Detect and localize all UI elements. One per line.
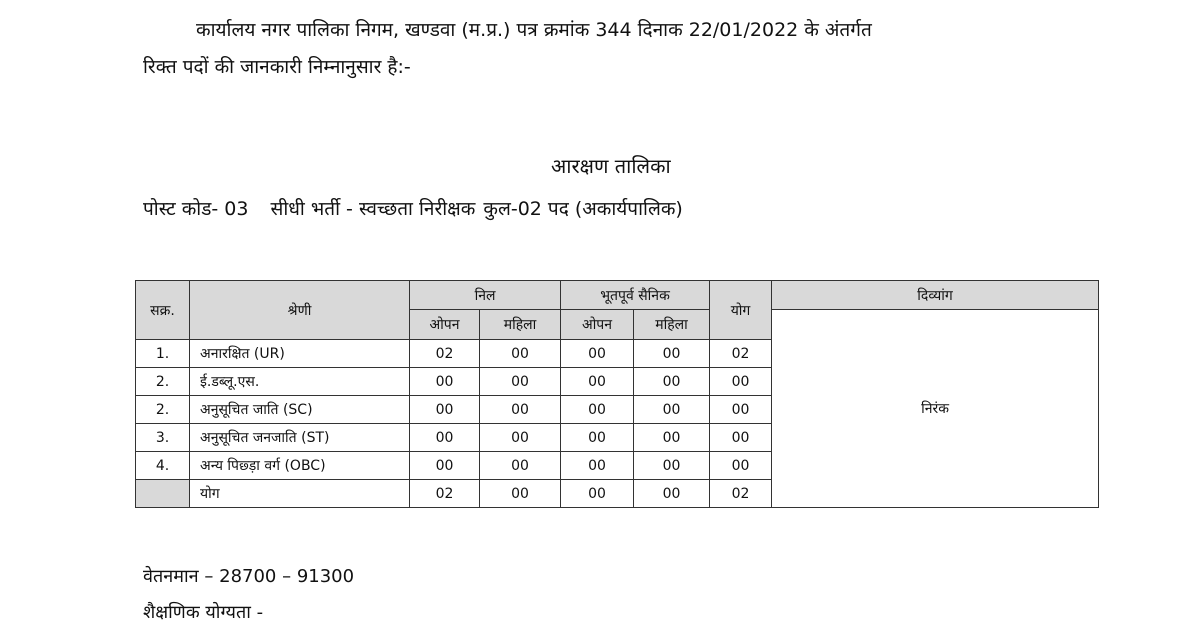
row-nil-female: 00 [480, 452, 561, 480]
row-ex-open: 00 [561, 368, 634, 396]
row-nil-female: 00 [480, 368, 561, 396]
total-ex-female: 00 [634, 480, 710, 508]
row-nil-open: 00 [410, 396, 480, 424]
post-total: कुल-02 पद (अकार्यपालिक) [483, 198, 683, 220]
row-ex-female: 00 [634, 424, 710, 452]
total-nil-open: 02 [410, 480, 480, 508]
row-ex-female: 00 [634, 452, 710, 480]
row-ex-open: 00 [561, 424, 634, 452]
row-total: 00 [710, 368, 772, 396]
table-title: आरक्षण तालिका [551, 154, 671, 178]
row-nil-open: 02 [410, 340, 480, 368]
header-nil-female: महिला [480, 310, 561, 340]
header-category: श्रेणी [190, 281, 410, 340]
header-nil-open: ओपन [410, 310, 480, 340]
total-ex-open: 00 [561, 480, 634, 508]
row-nil-open: 00 [410, 452, 480, 480]
header-ex-female: महिला [634, 310, 710, 340]
total-total: 02 [710, 480, 772, 508]
row-sno: 1. [136, 340, 190, 368]
row-ex-open: 00 [561, 396, 634, 424]
pay-scale: वेतनमान – 28700 – 91300 [143, 566, 355, 587]
row-ex-open: 00 [561, 452, 634, 480]
qualification: शैक्षणिक योग्यता - [143, 602, 264, 623]
row-ex-female: 00 [634, 340, 710, 368]
row-sno: 2. [136, 368, 190, 396]
header-sno: सक्र. [136, 281, 190, 340]
row-ex-female: 00 [634, 368, 710, 396]
row-category: अनुसूचित जाति (SC) [190, 396, 410, 424]
header-nil: निल [410, 281, 561, 310]
total-nil-female: 00 [480, 480, 561, 508]
header-ex-open: ओपन [561, 310, 634, 340]
row-sno: 2. [136, 396, 190, 424]
row-category: अनुसूचित जनजाति (ST) [190, 424, 410, 452]
row-sno: 3. [136, 424, 190, 452]
row-total: 00 [710, 452, 772, 480]
header-ex-service: भूतपूर्व सैनिक [561, 281, 710, 310]
divyang-value: निरंक [772, 310, 1099, 508]
intro-line-2: रिक्त पदों की जानकारी निम्नानुसार है:- [143, 56, 411, 78]
row-sno: 4. [136, 452, 190, 480]
row-nil-open: 00 [410, 424, 480, 452]
row-nil-female: 00 [480, 340, 561, 368]
total-row-sno [136, 480, 190, 508]
header-divyang: दिव्यांग [772, 281, 1099, 310]
post-code: पोस्ट कोड- 03 [143, 198, 249, 220]
row-total: 00 [710, 424, 772, 452]
post-line [143, 196, 683, 222]
row-ex-female: 00 [634, 396, 710, 424]
header-total: योग [710, 281, 772, 340]
row-total: 00 [710, 396, 772, 424]
row-category: अनारक्षित (UR) [190, 340, 410, 368]
row-nil-female: 00 [480, 424, 561, 452]
row-nil-open: 00 [410, 368, 480, 396]
row-category: ई.डब्लू.एस. [190, 368, 410, 396]
total-row-label: योग [190, 480, 410, 508]
reservation-table [135, 280, 1099, 508]
row-nil-female: 00 [480, 396, 561, 424]
row-total: 02 [710, 340, 772, 368]
header-row-1 [136, 281, 1099, 310]
row-ex-open: 00 [561, 340, 634, 368]
intro-line-1: कार्यालय नगर पालिका निगम, खण्डवा (म.प्र.) पत्र क्रमांक 344 दिनाक 22/01/2022 के अंतर्गत [196, 19, 872, 41]
row-category: अन्य पिछ्ड़ा वर्ग (OBC) [190, 452, 410, 480]
post-recruitment: सीधी भर्ती - स्वच्छता निरीक्षक [270, 198, 476, 220]
